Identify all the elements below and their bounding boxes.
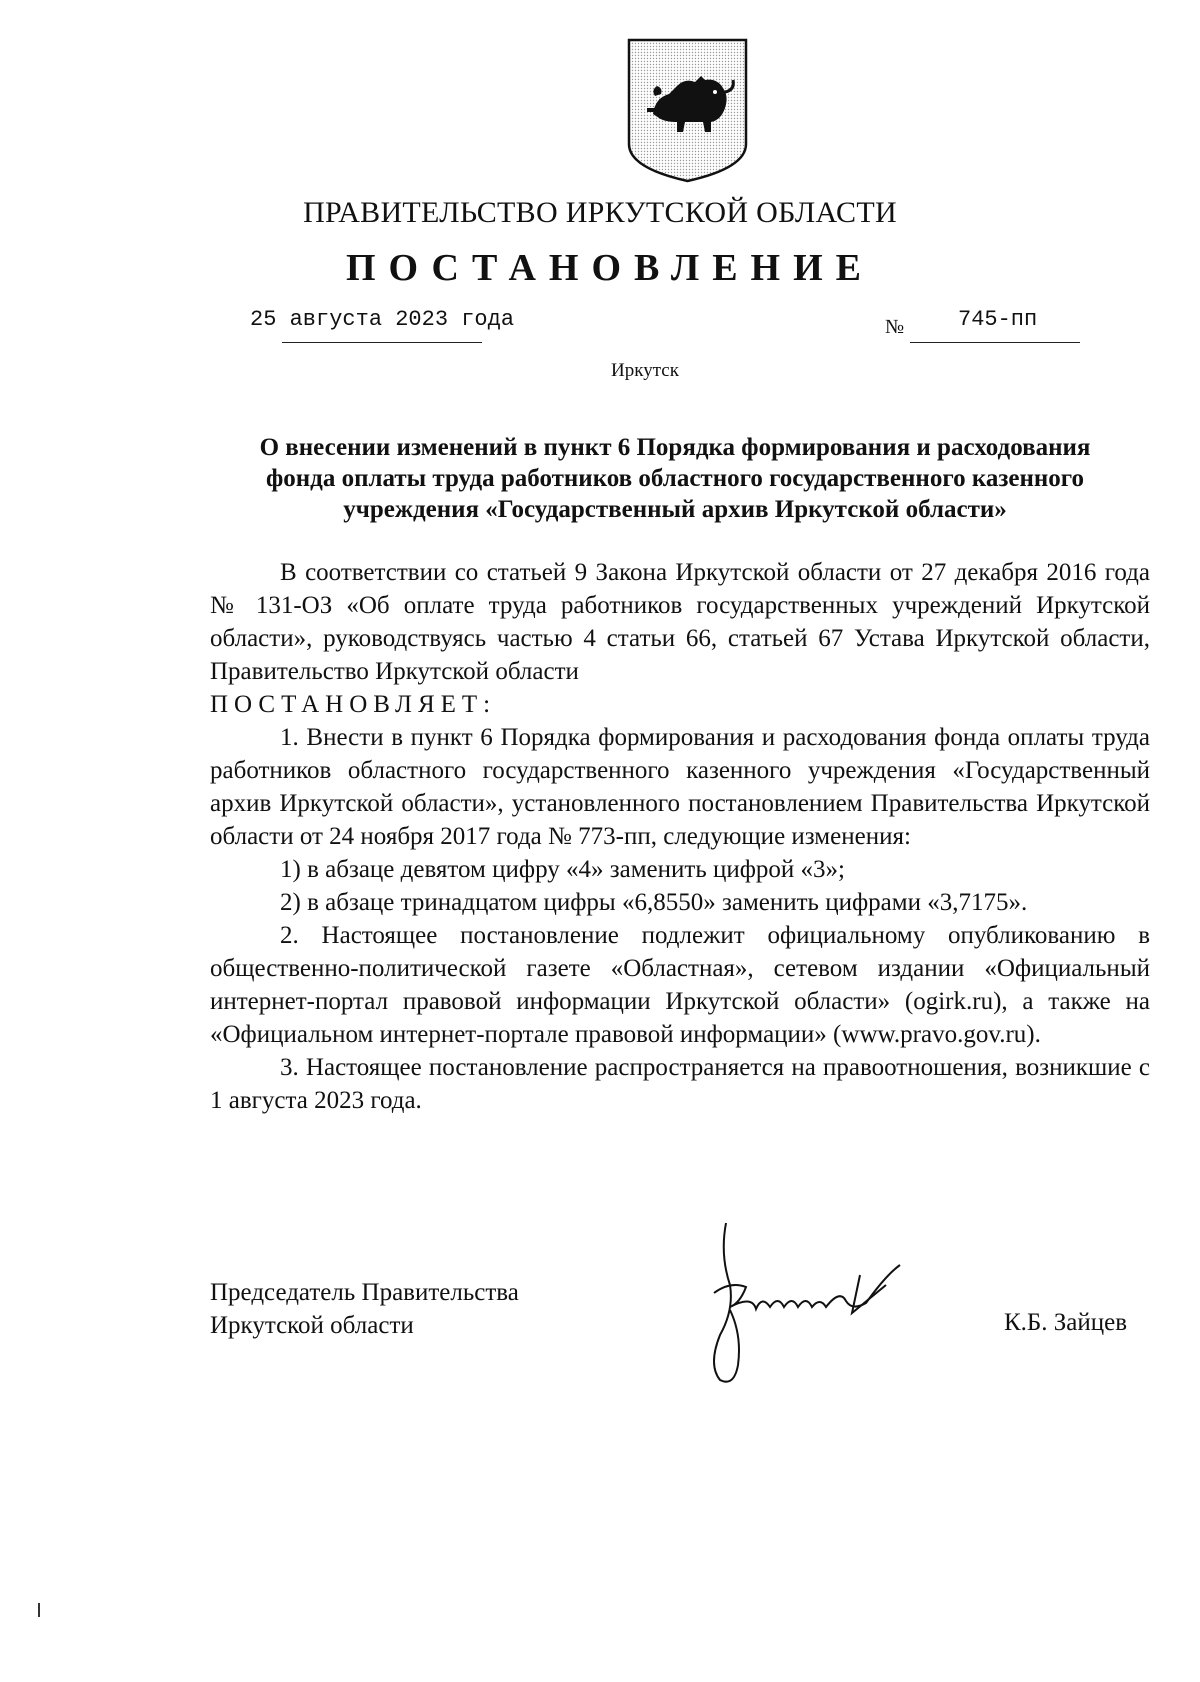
decree-word: ПОСТАНОВЛЯЕТ:	[210, 691, 497, 718]
position-line: Председатель Правительства	[210, 1279, 519, 1306]
number-sign: №	[885, 316, 905, 338]
item-1-subitem-2: 2) в абзаце тринадцатом цифры «6,8550» заменить цифрами «3,7175».	[280, 889, 1028, 916]
city: Иркутск	[611, 360, 679, 381]
coat-of-arms-emblem	[625, 36, 750, 184]
heading-line: О внесении изменений в пункт 6 Порядка формирования и расходования	[259, 434, 1091, 461]
signatory-name: К.Б. Зайцев	[1004, 1309, 1128, 1336]
scan-edge-mark	[38, 1603, 40, 1617]
heading-line: учреждения «Государственный архив Иркутской области»	[343, 496, 1007, 523]
document-type: ПОСТАНОВЛЕНИЕ	[345, 247, 875, 289]
position-line: Иркутской области	[210, 1312, 414, 1339]
preamble-paragraph: В соответствии со статьей 9 Закона Иркутской области от 27 декабря 2016 года № 131-ОЗ «Об оплате труда работников государственных учреждений Иркутской области», руководствуясь частью 4 статьи 66, статьей 67 Устава Иркутской области, Правительство Иркутской области	[210, 559, 1150, 685]
document-heading	[200, 432, 1150, 525]
item-1-paragraph: 1. Внести в пункт 6 Порядка формирования и расходования фонда оплаты труда работников областного государственного казенного учреждения «Государственный архив Иркутской области», установленного постановлением Правительства Иркутской области от 24 ноября 2017 года № 773-пп, следующие изменения:	[210, 724, 1150, 850]
document-date: 25 августа 2023 года	[250, 307, 515, 332]
item-3-paragraph: 3. Настоящее постановление распространяется на правоотношения, возникшие с 1 августа 2023 года.	[210, 1054, 1150, 1114]
signatory-position	[210, 1276, 519, 1342]
handwritten-signature	[690, 1215, 960, 1395]
item-1-subitem-1: 1) в абзаце девятом цифру «4» заменить цифрой «3»;	[280, 856, 846, 883]
item-2-paragraph: 2. Настоящее постановление подлежит официальному опубликованию в общественно-политической газете «Областная», сетевом издании «Официальный интернет-портал правовой информации Иркутской области» (ogirk.ru), а также на «Официальном интернет-портале правовой информации» (www.pravo.gov.ru).	[210, 922, 1150, 1048]
government-title: ПРАВИТЕЛЬСТВО ИРКУТСКОЙ ОБЛАСТИ	[303, 196, 897, 229]
number-underline	[910, 342, 1080, 343]
document-body	[210, 556, 1150, 1117]
date-underline	[282, 342, 482, 343]
heading-line: фонда оплаты труда работников областного государственного казенного	[265, 465, 1085, 492]
document-number: 745-пп	[958, 307, 1038, 332]
